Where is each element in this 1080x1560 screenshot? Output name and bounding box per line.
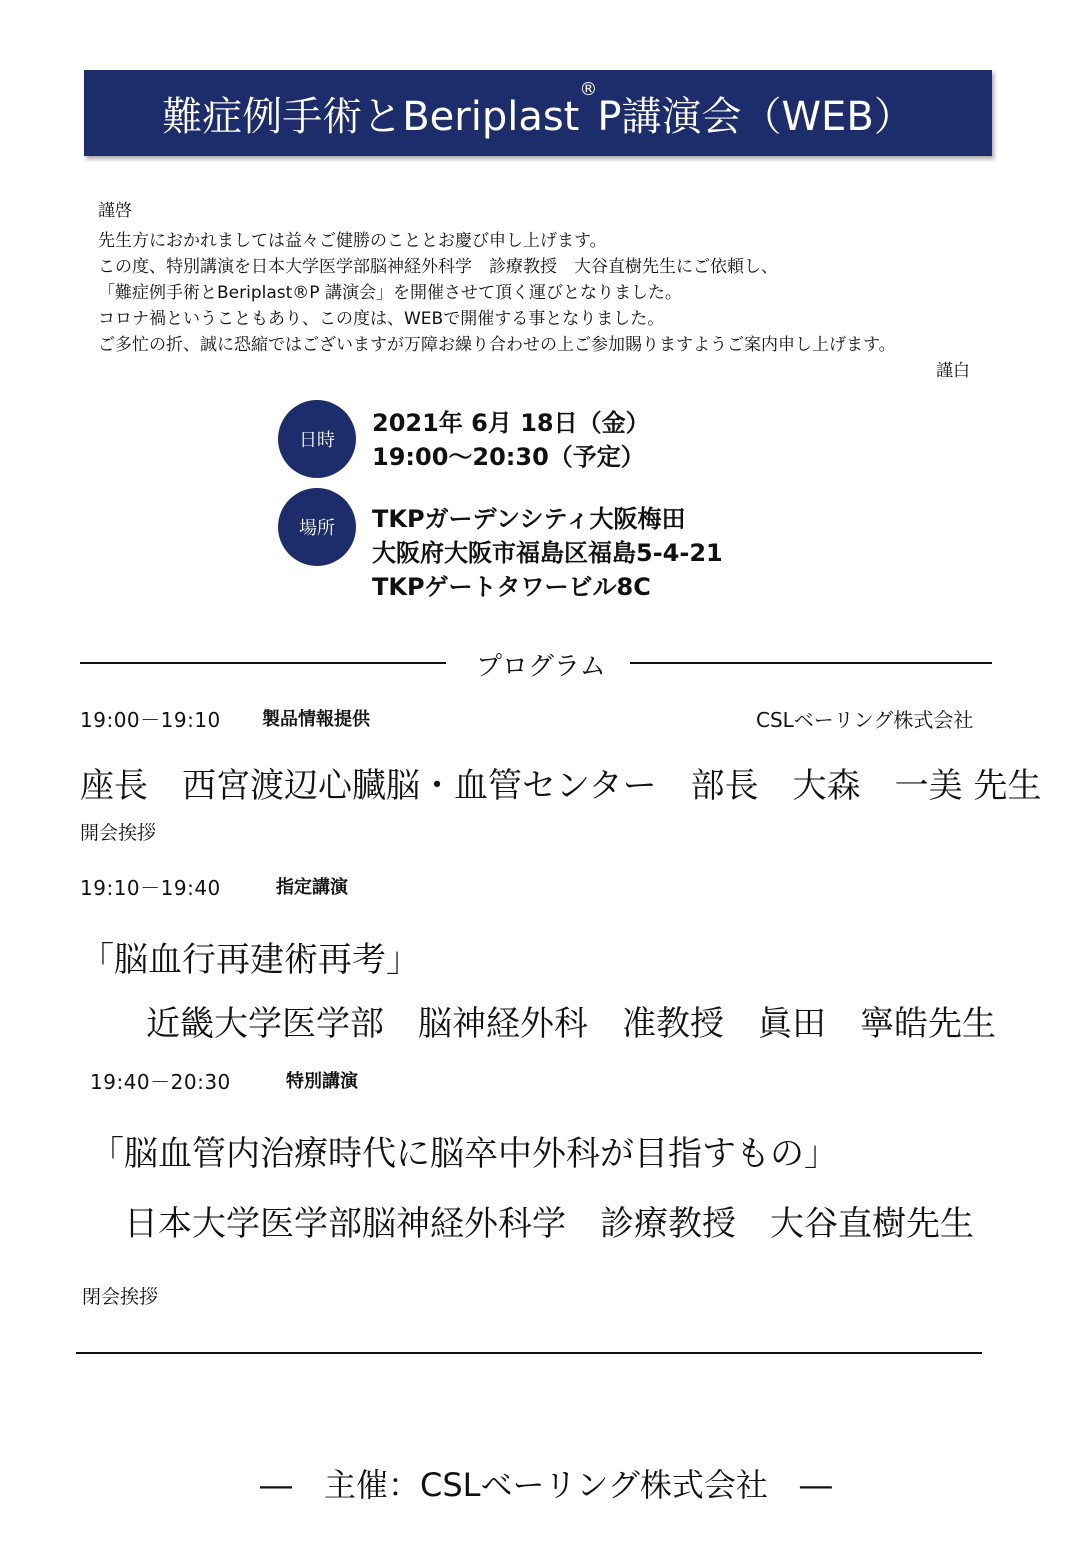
datetime-date: 2021年 6月 18日（金）: [372, 409, 650, 437]
title-banner: [84, 70, 992, 156]
session2-time: 19:10－19:40: [80, 876, 221, 900]
venue-building: TKPゲートタワービル8C: [372, 573, 651, 601]
session3-speaker: 日本大学医学部脳神経外科学 診療教授 大谷直樹先生: [124, 1204, 974, 1244]
session3-time: 19:40－20:30: [90, 1070, 231, 1094]
program-divider-right: [630, 662, 992, 664]
bottom-divider: [76, 1352, 982, 1354]
venue-badge: [278, 488, 356, 566]
venue-label: 場所: [299, 518, 335, 539]
session1-time: 19:00－19:10: [80, 708, 221, 732]
closing-remarks: 閉会挨拶: [82, 1286, 159, 1308]
datetime-label: 日時: [299, 430, 335, 451]
letter-line: ご多忙の折、誠に恐縮ではございますが万障お繰り合わせの上ご参加賜りますようご案内申し上げます。: [98, 335, 896, 355]
letter-greeting: 謹啓: [98, 201, 132, 221]
session3-lecture: 「脳血管内治療時代に脳卒中外科が目指すもの」: [90, 1134, 838, 1174]
program-heading: プログラム: [476, 652, 606, 682]
letter-line: この度、特別講演を日本大学医学部脳神経外科学 診療教授 大谷直樹先生にご依頼し、: [98, 257, 778, 277]
session1-org: CSLベーリング株式会社: [756, 708, 974, 732]
venue-name: TKPガーデンシティ大阪梅田: [372, 505, 686, 533]
session2-title: 指定講演: [276, 877, 348, 898]
letter-line: コロナ禍ということもあり、この度は、WEBで開催する事となりました。: [98, 309, 665, 329]
session2-lecture: 「脳血行再建術再考」: [80, 940, 420, 980]
letter-line: 先生方におかれましては益々ご健勝のこととお慶び申し上げます。: [98, 231, 607, 251]
program-divider-left: [80, 662, 446, 664]
letter-line: 「難症例手術とBeriplast®P 講演会」を開催させて頂く運びとなりました。: [98, 283, 682, 303]
organizer-footer: ― 主催：CSLベーリング株式会社 ―: [260, 1466, 832, 1504]
venue-address: 大阪府大阪市福島区福島5-4-21: [372, 539, 723, 567]
opening-remarks: 開会挨拶: [80, 822, 157, 844]
title-text: 難症例手術とBeriplast®P講演会（WEB）: [162, 78, 914, 140]
letter-closing: 謹白: [936, 361, 970, 381]
datetime-badge: [278, 400, 356, 478]
session3-title: 特別講演: [286, 1071, 358, 1092]
session1-title: 製品情報提供: [262, 709, 370, 730]
session1-chair: 座長 西宮渡辺心臓脳・血管センター 部長 大森 一美 先生: [80, 766, 1042, 806]
datetime-time: 19:00～20:30（予定）: [372, 443, 645, 471]
session2-speaker: 近畿大学医学部 脳神経外科 准教授 眞田 寧皓先生: [146, 1004, 996, 1044]
